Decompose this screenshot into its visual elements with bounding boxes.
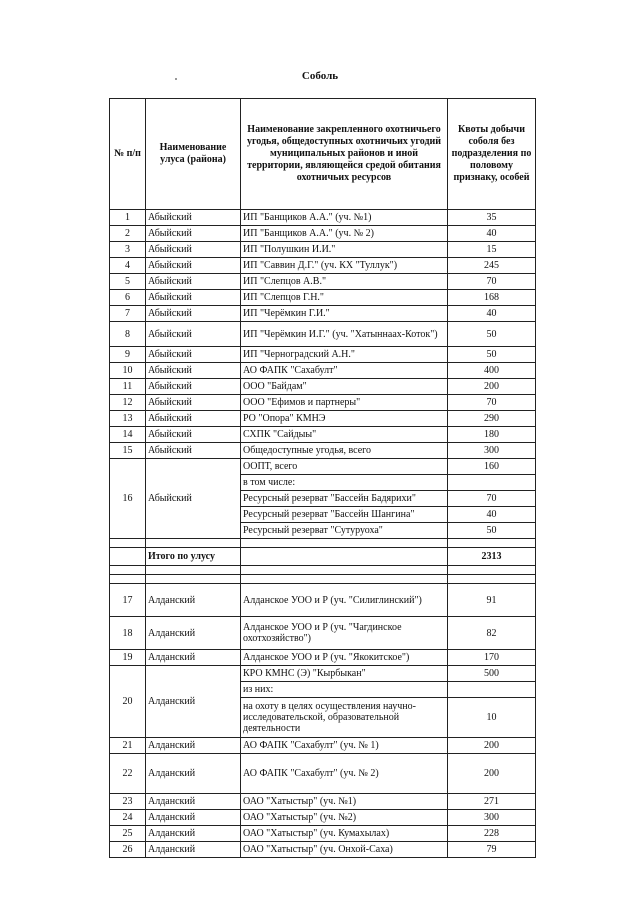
empty-cell [110, 548, 146, 566]
row-number: 8 [110, 322, 146, 347]
row-ulus: Алданский [146, 738, 241, 754]
row-ulus: Абыйский [146, 427, 241, 443]
row-area: СХПК "Сайдыы" [241, 427, 448, 443]
row-number: 19 [110, 650, 146, 666]
row-number: 6 [110, 290, 146, 306]
row-ulus: Абыйский [146, 411, 241, 427]
row-ulus: Абыйский [146, 258, 241, 274]
row-ulus: Абыйский [146, 347, 241, 363]
row-ulus: Абыйский [146, 306, 241, 322]
row-number: 10 [110, 363, 146, 379]
row-quota: 70 [448, 274, 536, 290]
row-ulus: Алданский [146, 794, 241, 810]
row-number: 9 [110, 347, 146, 363]
row-ulus: Алданский [146, 666, 241, 738]
row-area: РО "Опора" КМНЭ [241, 411, 448, 427]
row-ulus: Алданский [146, 754, 241, 794]
table-row [110, 842, 536, 858]
row-area: ООО "Байдам" [241, 379, 448, 395]
row-quota: 168 [448, 290, 536, 306]
row-area: из них: [241, 682, 448, 698]
row-ulus: Алданский [146, 584, 241, 617]
row-quota: 15 [448, 242, 536, 258]
row-quota: 245 [448, 258, 536, 274]
row-area: ИП "Полушкин И.И." [241, 242, 448, 258]
row-quota: 200 [448, 379, 536, 395]
empty-cell [146, 575, 241, 584]
row-number: 7 [110, 306, 146, 322]
empty-cell [110, 566, 146, 575]
row-number: 14 [110, 427, 146, 443]
row-number: 2 [110, 226, 146, 242]
row-number: 4 [110, 258, 146, 274]
row-number: 18 [110, 617, 146, 650]
row-number: 26 [110, 842, 146, 858]
row-quota [448, 475, 536, 491]
row-number: 20 [110, 666, 146, 738]
row-number: 24 [110, 810, 146, 826]
row-quota: 40 [448, 306, 536, 322]
row-area: Ресурсный резерват "Сутуруоха" [241, 523, 448, 539]
row-ulus: Абыйский [146, 290, 241, 306]
row-area: АО ФАПК "Сахабулт" (уч. № 2) [241, 754, 448, 794]
row-area: ИП "Банщиков А.А." (уч. №1) [241, 210, 448, 226]
table-row [110, 548, 536, 566]
row-quota: 91 [448, 584, 536, 617]
row-number: 16 [110, 459, 146, 539]
row-number: 11 [110, 379, 146, 395]
row-quota: 500 [448, 666, 536, 682]
row-quota: 79 [448, 842, 536, 858]
scan-speck [175, 78, 177, 80]
row-ulus: Алданский [146, 842, 241, 858]
row-area: ИП "Черёмкин И.Г." (уч. "Хатыннаах-Коток") [241, 322, 448, 347]
header-num: № п/п [110, 99, 146, 210]
table-header-row [110, 99, 536, 210]
row-quota: 70 [448, 491, 536, 507]
row-number: 1 [110, 210, 146, 226]
quota-table [109, 98, 536, 858]
row-ulus: Абыйский [146, 363, 241, 379]
table-row [110, 226, 536, 242]
table-row [110, 322, 536, 347]
row-quota: 50 [448, 347, 536, 363]
table-row [110, 738, 536, 754]
table-row [110, 290, 536, 306]
row-quota: 300 [448, 810, 536, 826]
row-quota: 400 [448, 363, 536, 379]
row-area: ИП "Черёмкин Г.И." [241, 306, 448, 322]
table-row [110, 395, 536, 411]
row-area: ОАО "Хатыстыр" (уч. №2) [241, 810, 448, 826]
row-area: АО ФАПК "Сахабулт" [241, 363, 448, 379]
empty-cell [110, 539, 146, 548]
row-quota: 160 [448, 459, 536, 475]
table-row [110, 411, 536, 427]
row-quota: 10 [448, 698, 536, 738]
row-area: Ресурсный резерват "Бассейн Бадярихи" [241, 491, 448, 507]
row-quota: 200 [448, 754, 536, 794]
table-row [110, 575, 536, 584]
empty-cell [448, 539, 536, 548]
total-value: 2313 [448, 548, 536, 566]
row-area: Алданское УОО и Р (уч. "Чагдинское охотхозяйство") [241, 617, 448, 650]
row-area: ООО "Ефимов и партнеры" [241, 395, 448, 411]
row-quota: 50 [448, 322, 536, 347]
table-row [110, 242, 536, 258]
table-row [110, 539, 536, 548]
row-quota: 40 [448, 507, 536, 523]
row-number: 13 [110, 411, 146, 427]
row-quota [448, 682, 536, 698]
table-row [110, 379, 536, 395]
row-area: ОАО "Хатыстыр" (уч. №1) [241, 794, 448, 810]
row-ulus: Алданский [146, 650, 241, 666]
row-ulus: Абыйский [146, 274, 241, 290]
table-row [110, 617, 536, 650]
row-area: на охоту в целях осуществления научно-исследовательской, образовательной деятельности [241, 698, 448, 738]
row-number: 12 [110, 395, 146, 411]
empty-cell [241, 539, 448, 548]
row-area: ИП "Черноградский А.Н." [241, 347, 448, 363]
empty-cell [241, 566, 448, 575]
table-row [110, 584, 536, 617]
row-number: 23 [110, 794, 146, 810]
row-area: ООПТ, всего [241, 459, 448, 475]
row-ulus: Алданский [146, 826, 241, 842]
table-row [110, 347, 536, 363]
table-row [110, 650, 536, 666]
total-label: Итого по улусу [146, 548, 241, 566]
empty-cell [448, 566, 536, 575]
row-area: Общедоступные угодья, всего [241, 443, 448, 459]
table-row [110, 274, 536, 290]
table-row [110, 826, 536, 842]
row-area: Алданское УОО и Р (уч. "Силиглинский") [241, 584, 448, 617]
row-number: 21 [110, 738, 146, 754]
table-row [110, 566, 536, 575]
table-row [110, 459, 536, 475]
row-ulus: Абыйский [146, 395, 241, 411]
table-row [110, 363, 536, 379]
table-row [110, 810, 536, 826]
row-area: Алданское УОО и Р (уч. "Якокитское") [241, 650, 448, 666]
row-ulus: Абыйский [146, 226, 241, 242]
row-number: 3 [110, 242, 146, 258]
row-ulus: Абыйский [146, 242, 241, 258]
row-quota: 50 [448, 523, 536, 539]
empty-cell [448, 575, 536, 584]
row-quota: 40 [448, 226, 536, 242]
row-ulus: Алданский [146, 810, 241, 826]
row-quota: 70 [448, 395, 536, 411]
empty-cell [110, 575, 146, 584]
row-number: 5 [110, 274, 146, 290]
row-quota: 300 [448, 443, 536, 459]
row-ulus: Абыйский [146, 322, 241, 347]
table-row [110, 258, 536, 274]
row-ulus: Абыйский [146, 443, 241, 459]
table-row [110, 306, 536, 322]
row-area: Ресурсный резерват "Бассейн Шангина" [241, 507, 448, 523]
row-quota: 180 [448, 427, 536, 443]
table-row [110, 427, 536, 443]
row-quota: 82 [448, 617, 536, 650]
table-row [110, 443, 536, 459]
empty-cell [146, 566, 241, 575]
row-ulus: Абыйский [146, 459, 241, 539]
row-area: АО ФАПК "Сахабулт" (уч. № 1) [241, 738, 448, 754]
row-area: ИП "Слепцов А.В." [241, 274, 448, 290]
row-ulus: Абыйский [146, 379, 241, 395]
row-area: КРО КМНС (Э) "Кырбыкан" [241, 666, 448, 682]
table-row [110, 210, 536, 226]
row-area: ИП "Саввин Д.Г." (уч. КХ "Туллук") [241, 258, 448, 274]
row-number: 17 [110, 584, 146, 617]
row-number: 25 [110, 826, 146, 842]
row-number: 22 [110, 754, 146, 794]
row-quota: 271 [448, 794, 536, 810]
table-body [110, 210, 536, 858]
empty-cell [241, 575, 448, 584]
header-quota: Квоты добычи соболя без подразделения по половому признаку, особей [448, 99, 536, 210]
row-area: ОАО "Хатыстыр" (уч. Онхой-Саха) [241, 842, 448, 858]
row-area: в том числе: [241, 475, 448, 491]
row-area: ИП "Банщиков А.А." (уч. № 2) [241, 226, 448, 242]
row-quota: 290 [448, 411, 536, 427]
row-area: ИП "Слепцов Г.Н." [241, 290, 448, 306]
table-row [110, 794, 536, 810]
table-row [110, 754, 536, 794]
empty-cell [241, 548, 448, 566]
row-quota: 200 [448, 738, 536, 754]
header-area: Наименование закрепленного охотничьего угодья, общедоступных охотничьих угодий муниципальных районов и иной территории, являющейся средой обитания охотничьих ресурсов [241, 99, 448, 210]
header-ulus: Наименование улуса (района) [146, 99, 241, 210]
row-quota: 170 [448, 650, 536, 666]
empty-cell [146, 539, 241, 548]
row-quota: 35 [448, 210, 536, 226]
row-ulus: Абыйский [146, 210, 241, 226]
row-ulus: Алданский [146, 617, 241, 650]
row-area: ОАО "Хатыстыр" (уч. Кумахылах) [241, 826, 448, 842]
row-number: 15 [110, 443, 146, 459]
row-quota: 228 [448, 826, 536, 842]
table-row [110, 666, 536, 682]
page-title: Соболь [301, 70, 339, 82]
